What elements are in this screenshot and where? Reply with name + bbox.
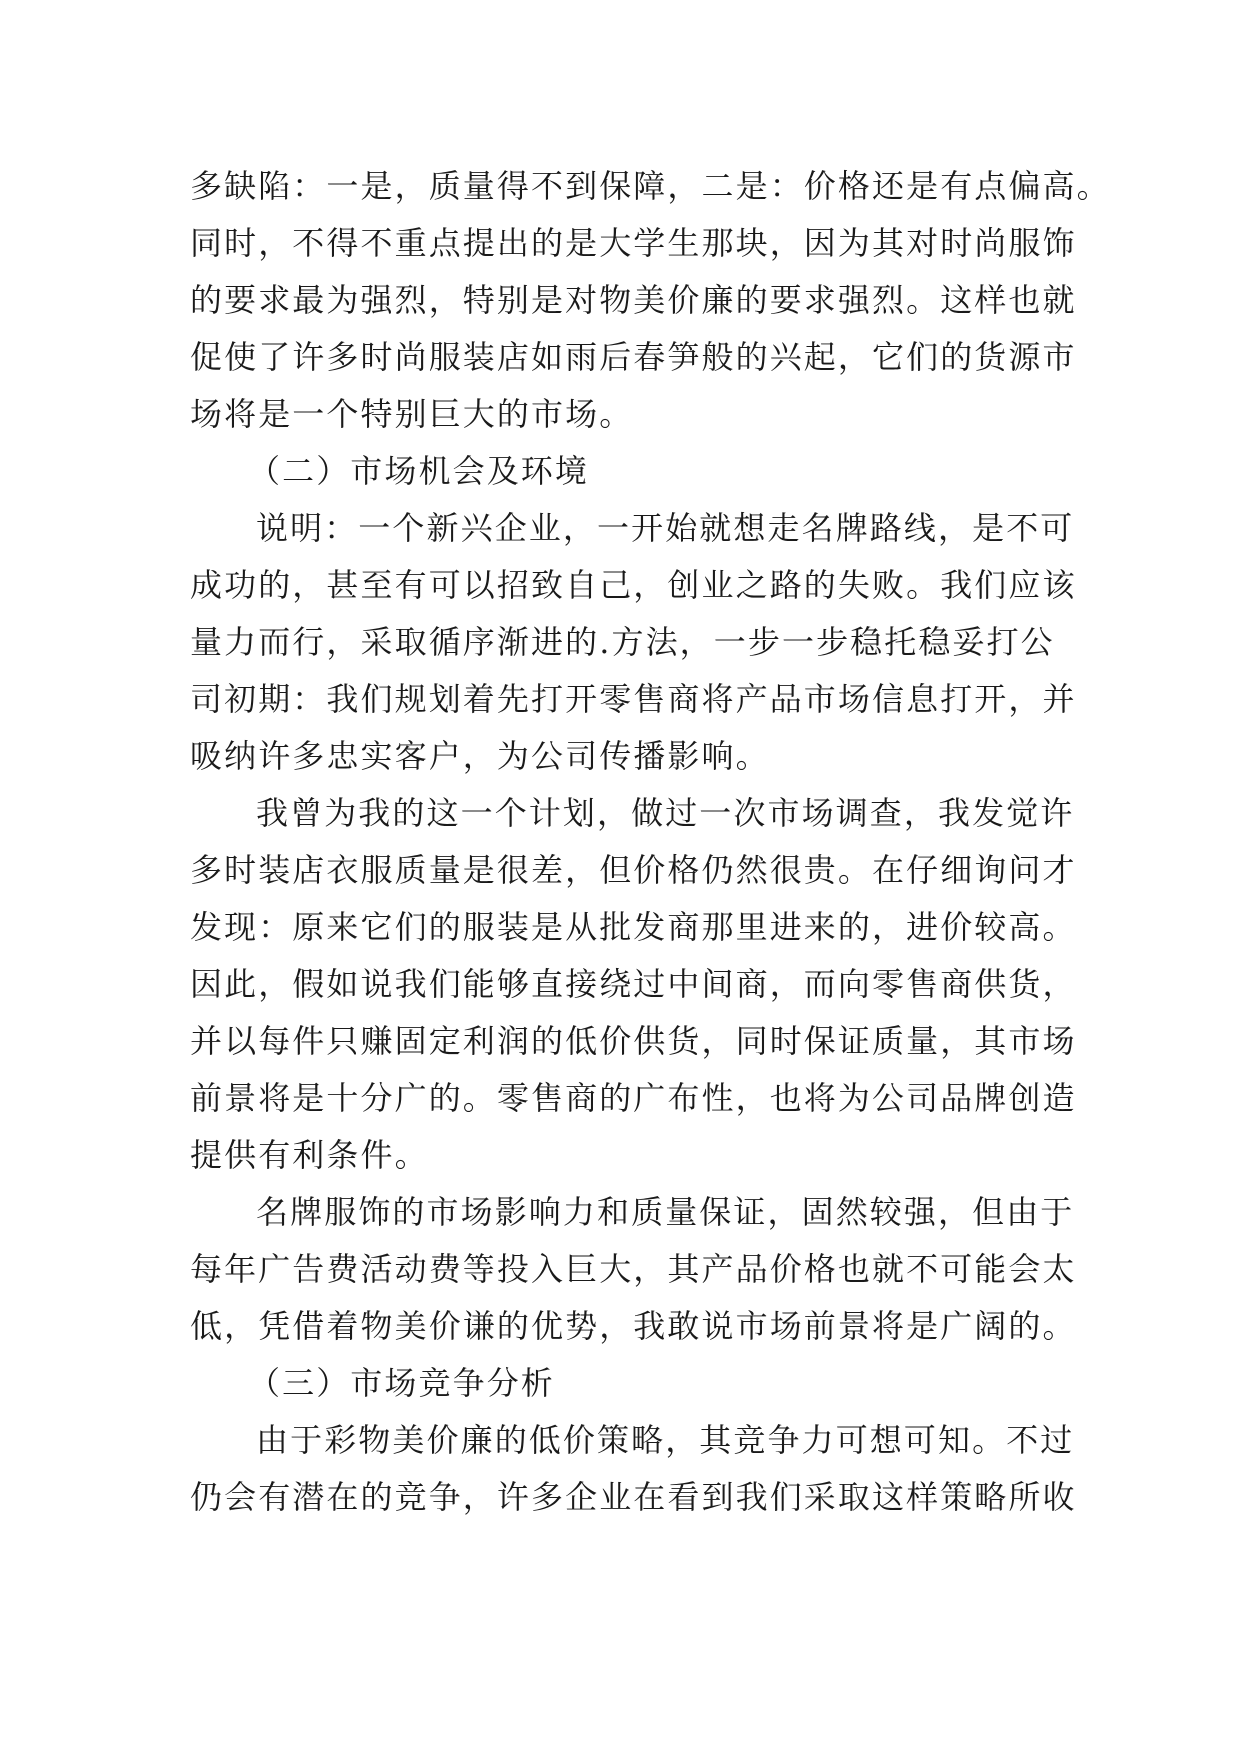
paragraph-line: 吸纳许多忠实客户，为公司传播影响。 [190,737,770,775]
paragraph-first-line: 我曾为我的这一个计划，做过一次市场调查，我发觉许 [256,794,1075,832]
paragraph-line: 场将是一个特别巨大的市场。 [190,395,634,433]
paragraph-line: 司初期：我们规划着先打开零售商将产品市场信息打开，并 [190,680,1077,718]
paragraph-line: 的要求最为强烈，特别是对物美价廉的要求强烈。这样也就 [190,281,1077,319]
paragraph-line: 多缺陷：一是，质量得不到保障，二是：价格还是有点偏高。 [190,167,1111,205]
paragraph-line: 低，凭借着物美价谦的优势，我敢说市场前景将是广阔的。 [190,1307,1077,1345]
paragraph-line: 同时，不得不重点提出的是大学生那块，因为其对时尚服饰 [190,224,1077,262]
document-body [190,158,1111,1526]
paragraph-line: 前景将是十分广的。零售商的广布性，也将为公司品牌创造 [190,1079,1077,1117]
paragraph-line: 仍会有潜在的竞争，许多企业在看到我们采取这样策略所收 [190,1478,1077,1516]
section-heading: （二）市场机会及环境 [248,452,590,490]
paragraph-first-line: 由于彩物美价廉的低价策略，其竞争力可想可知。不过 [256,1421,1075,1459]
paragraph-first-line: 名牌服饰的市场影响力和质量保证，固然较强，但由于 [256,1193,1075,1231]
paragraph-line: 多时装店衣服质量是很差，但价格仍然很贵。在仔细询问才 [190,851,1077,889]
paragraph-line: 并以每件只赚固定利润的低价供货，同时保证质量，其市场 [190,1022,1077,1060]
paragraph-line: 成功的，甚至有可以招致自己，创业之路的失败。我们应该 [190,566,1077,604]
paragraph-line: 每年广告费活动费等投入巨大，其产品价格也就不可能会太 [190,1250,1077,1288]
paragraph-line: 促使了许多时尚服装店如雨后春笋般的兴起，它们的货源市 [190,338,1077,376]
paragraph-first-line: 说明：一个新兴企业，一开始就想走名牌路线，是不可 [256,509,1075,547]
section-heading: （三）市场竞争分析 [248,1364,555,1402]
paragraph-line: 量力而行，采取循序渐进的.方法，一步一步稳托稳妥打公 [190,623,1055,661]
paragraph-line: 提供有利条件。 [190,1136,429,1174]
paragraph-line: 发现：原来它们的服装是从批发商那里进来的，进价较高。 [190,908,1077,946]
paragraph-line: 因此，假如说我们能够直接绕过中间商，而向零售商供货， [190,965,1077,1003]
